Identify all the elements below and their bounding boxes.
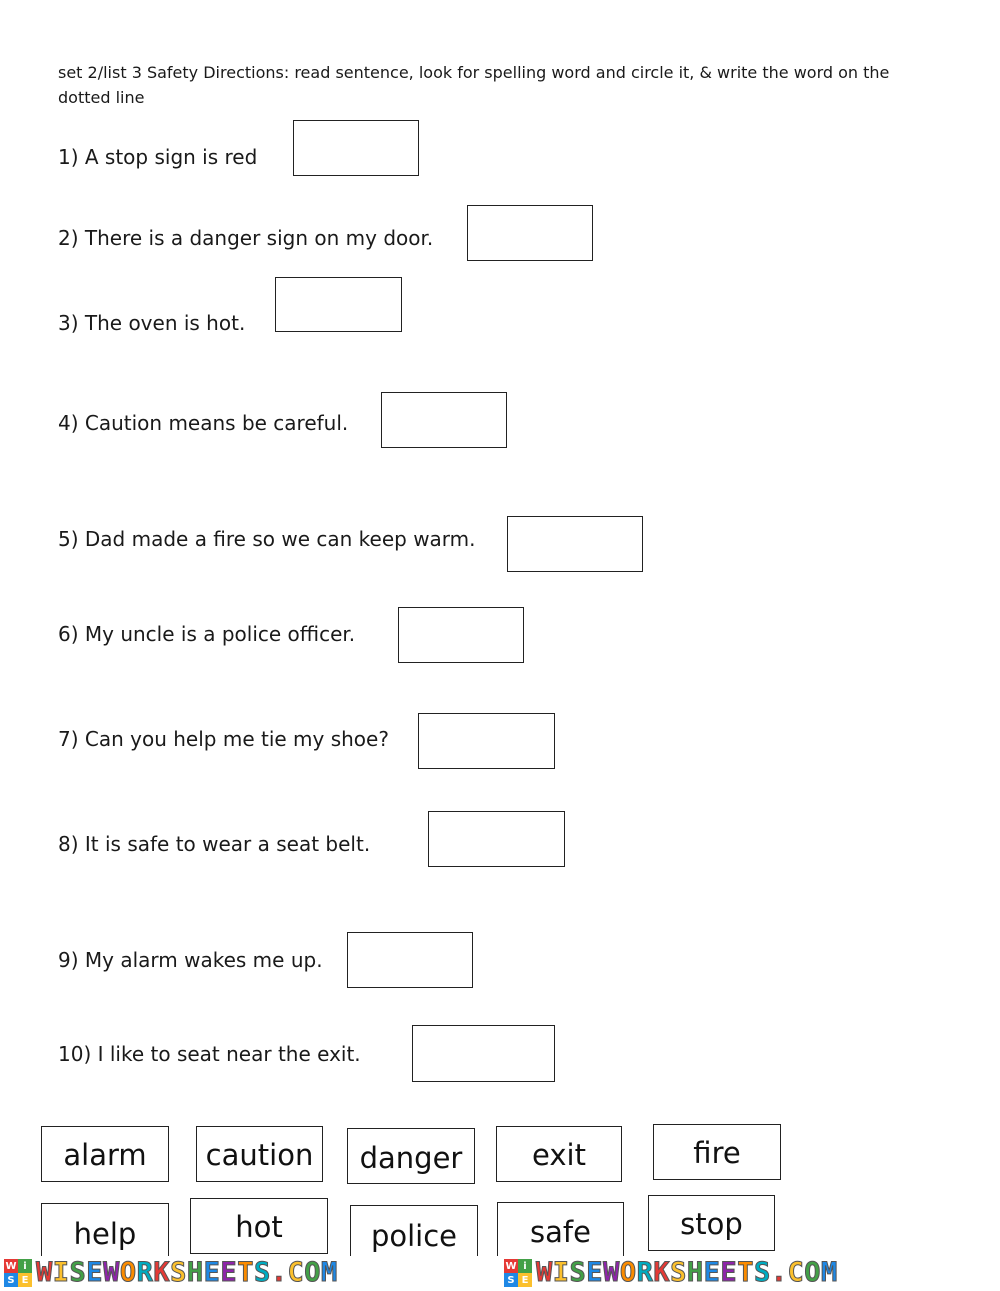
sentence-7: 7) Can you help me tie my shoe? (58, 727, 389, 751)
answer-box-7[interactable] (418, 713, 555, 769)
word-tile-hot[interactable]: hot (190, 1198, 328, 1254)
word-tile-police[interactable]: police (350, 1205, 478, 1261)
answer-box-3[interactable] (275, 277, 402, 332)
word-tile-caution[interactable]: caution (196, 1126, 323, 1182)
instructions-text: set 2/list 3 Safety Directions: read sentence, look for spelling word and circle it, & write the word on the dotted line (58, 63, 890, 107)
answer-box-4[interactable] (381, 392, 507, 448)
brand-logo-icon: W i S E (4, 1259, 32, 1287)
sentence-5: 5) Dad made a fire so we can keep warm. (58, 527, 476, 551)
word-tile-safe[interactable]: safe (497, 1202, 624, 1258)
answer-box-8[interactable] (428, 811, 565, 867)
word-tile-fire[interactable]: fire (653, 1124, 781, 1180)
sentence-10: 10) I like to seat near the exit. (58, 1042, 361, 1066)
sentence-4: 4) Caution means be careful. (58, 411, 349, 435)
answer-box-2[interactable] (467, 205, 593, 261)
sentence-3: 3) The oven is hot. (58, 311, 246, 335)
brand-watermark-left (4, 1257, 338, 1289)
brand-watermark-right (504, 1257, 838, 1289)
word-tile-alarm[interactable]: alarm (41, 1126, 169, 1182)
word-tile-danger[interactable]: danger (347, 1128, 475, 1184)
word-tile-help[interactable]: help (41, 1203, 169, 1259)
word-tile-stop[interactable]: stop (648, 1195, 775, 1251)
sentence-9: 9) My alarm wakes me up. (58, 948, 323, 972)
answer-box-9[interactable] (347, 932, 473, 988)
word-tile-exit[interactable]: exit (496, 1126, 622, 1182)
brand-logo-icon: W i S E (504, 1259, 532, 1287)
answer-box-10[interactable] (412, 1025, 555, 1082)
answer-box-6[interactable] (398, 607, 524, 663)
sentence-2: 2) There is a danger sign on my door. (58, 226, 434, 250)
answer-box-1[interactable] (293, 120, 419, 176)
answer-box-5[interactable] (507, 516, 643, 572)
brand-text: WISEWORKSHEETS.COM (536, 1257, 838, 1288)
sentence-6: 6) My uncle is a police officer. (58, 622, 356, 646)
sentence-1: 1) A stop sign is red (58, 145, 258, 169)
brand-text: WISEWORKSHEETS.COM (36, 1257, 338, 1288)
sentence-8: 8) It is safe to wear a seat belt. (58, 832, 371, 856)
